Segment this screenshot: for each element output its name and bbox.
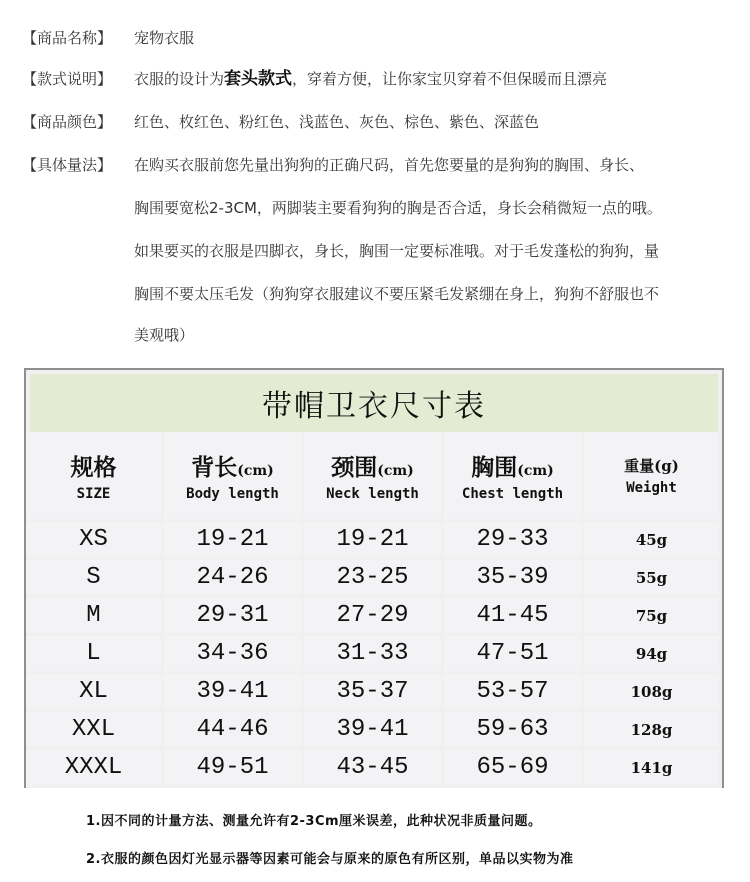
style-pre-text: 衣服的设计为 — [134, 70, 225, 88]
header-size — [26, 432, 164, 522]
header-size-sub: SIZE — [76, 486, 111, 502]
style-row — [22, 69, 734, 89]
weight-cell: 141g — [584, 750, 722, 788]
header-neck-length — [304, 432, 444, 522]
weight-cell: 128g — [584, 712, 722, 750]
style-label: 【款式说明】 — [22, 70, 113, 88]
body-length-cell: 19-21 — [164, 522, 304, 560]
header-weight-sub: Weight — [626, 480, 677, 496]
measure-label: 【具体量法】 — [22, 156, 113, 174]
size-cell: XXL — [26, 712, 164, 750]
measure-line-4: 胸围不要太压毛发（狗狗穿衣服建议不要压紧毛发紧绷在身上，狗狗不舒服也不 — [134, 285, 660, 303]
size-chart-grid — [26, 432, 722, 788]
neck-length-cell: 19-21 — [304, 522, 444, 560]
body-length-cell: 39-41 — [164, 674, 304, 712]
weight-cell: 75g — [584, 598, 722, 636]
header-weight-main-text: 重量 — [624, 457, 655, 475]
color-value: 红色、枚红色、粉红色、浅蓝色、灰色、棕色、紫色、深蓝色 — [134, 113, 540, 131]
weight-cell: 45g — [584, 522, 722, 560]
header-body-main-text: 背长 — [191, 454, 238, 481]
color-row — [22, 112, 734, 132]
neck-length-cell: 39-41 — [304, 712, 444, 750]
header-row — [26, 432, 722, 522]
body-length-cell: 34-36 — [164, 636, 304, 674]
header-chest-unit: (cm) — [517, 463, 554, 479]
weight-cell: 108g — [584, 674, 722, 712]
chest-length-cell: 35-39 — [444, 560, 584, 598]
size-cell: S — [26, 560, 164, 598]
body-length-cell: 44-46 — [164, 712, 304, 750]
header-body-sub: Body length — [186, 486, 279, 502]
product-name-row — [22, 28, 734, 48]
header-body-main — [191, 449, 274, 482]
chest-length-cell: 53-57 — [444, 674, 584, 712]
size-cell: L — [26, 636, 164, 674]
size-cell: XL — [26, 674, 164, 712]
body-length-cell: 49-51 — [164, 750, 304, 788]
neck-length-cell: 35-37 — [304, 674, 444, 712]
weight-cell: 55g — [584, 560, 722, 598]
neck-length-cell: 31-33 — [304, 636, 444, 674]
style-description — [134, 69, 734, 89]
measure-row — [22, 155, 134, 175]
header-body-length — [164, 432, 304, 522]
note-color: 2.衣服的颜色因灯光显示器等因素可能会与原来的原色有所区别，单品以实物为准 — [86, 852, 574, 867]
header-chest-length — [444, 432, 584, 522]
table-row — [26, 674, 722, 712]
body-length-cell: 29-31 — [164, 598, 304, 636]
weight-cell: 94g — [584, 636, 722, 674]
table-row — [26, 636, 722, 674]
neck-length-cell: 27-29 — [304, 598, 444, 636]
header-weight-unit: (g) — [654, 457, 679, 475]
chest-length-cell: 29-33 — [444, 522, 584, 560]
header-neck-sub: Neck length — [326, 486, 419, 502]
size-cell: M — [26, 598, 164, 636]
chest-length-cell: 65-69 — [444, 750, 584, 788]
measure-line-3: 如果要买的衣服是四脚衣，身长，胸围一定要标准哦。对于毛发蓬松的狗狗，量 — [134, 242, 660, 260]
neck-length-cell: 43-45 — [304, 750, 444, 788]
product-name-label: 【商品名称】 — [22, 29, 113, 47]
header-chest-sub: Chest length — [461, 486, 564, 502]
size-cell: XXXL — [26, 750, 164, 788]
color-label: 【商品颜色】 — [22, 113, 113, 131]
header-weight — [584, 432, 722, 522]
style-post-text: ，穿着方便，让你家宝贝穿着不但保暖而且漂亮 — [292, 70, 608, 88]
measure-line-5: 美观哦） — [134, 326, 195, 344]
header-chest-main — [471, 449, 554, 482]
table-row — [26, 598, 722, 636]
chest-length-cell: 41-45 — [444, 598, 584, 636]
chest-length-cell: 59-63 — [444, 712, 584, 750]
table-row — [26, 560, 722, 598]
body-length-cell: 24-26 — [164, 560, 304, 598]
product-name-value: 宠物衣服 — [134, 29, 195, 47]
size-chart — [24, 368, 724, 788]
table-row — [26, 522, 722, 560]
table-row — [26, 712, 722, 750]
header-neck-main-text: 颈围 — [331, 454, 378, 481]
header-size-main: 规格 — [70, 454, 117, 481]
table-row — [26, 750, 722, 788]
size-cell: XS — [26, 522, 164, 560]
note-measurement: 1.因不同的计量方法、测量允许有2-3Cm厘米误差，此种状况非质量问题。 — [86, 814, 542, 829]
measure-line-2: 胸围要宽松2-3CM，两脚装主要看狗狗的胸是否合适，身长会稍微短一点的哦。 — [134, 199, 662, 217]
measure-line-1: 在购买衣服前您先量出狗狗的正确尺码，首先您要量的是狗狗的胸围、身长、 — [134, 156, 645, 174]
header-body-unit: (cm) — [237, 463, 274, 479]
size-chart-title: 带帽卫衣尺寸表 — [30, 374, 718, 432]
style-bold-text: 套头款式 — [224, 69, 293, 89]
header-neck-unit: (cm) — [377, 463, 414, 479]
header-neck-main — [331, 449, 414, 482]
header-chest-main-text: 胸围 — [471, 454, 518, 481]
chest-length-cell: 47-51 — [444, 636, 584, 674]
header-weight-main — [624, 455, 679, 476]
neck-length-cell: 23-25 — [304, 560, 444, 598]
